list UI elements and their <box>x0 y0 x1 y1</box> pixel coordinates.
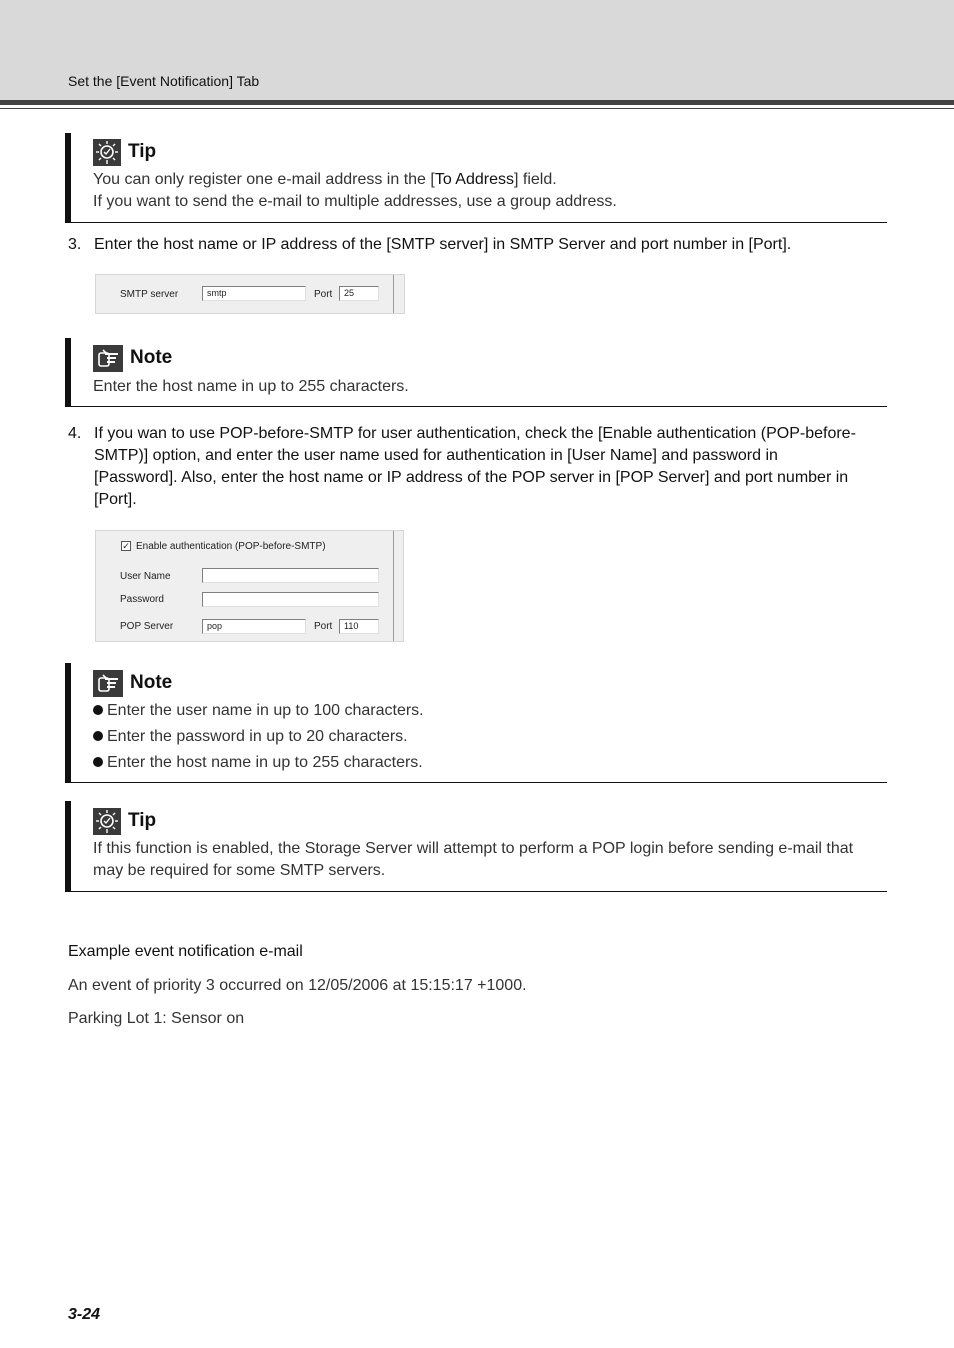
example-line-1: An event of priority 3 occurred on 12/05/2006 at 15:15:17 +1000. <box>68 977 527 994</box>
smtp-server-input[interactable]: smtp <box>202 286 306 301</box>
note-list-item: Enter the host name in up to 255 characters. <box>93 750 887 776</box>
pop-server-input[interactable]: pop <box>202 619 306 634</box>
password-label: Password <box>120 594 164 605</box>
smtp-port-input[interactable]: 25 <box>339 286 379 301</box>
step-number: 3. <box>68 236 82 253</box>
tip-lightbulb-icon <box>93 139 121 166</box>
tip-lightbulb-icon <box>93 808 121 835</box>
tip-text-line1: If this function is enabled, the Storage Server will attempt to perform a POP login before sending e-mail that <box>93 840 854 857</box>
step-3 <box>68 234 886 256</box>
note-heading <box>93 343 887 373</box>
tip-label: Tip <box>128 141 157 162</box>
step-4 <box>68 423 886 511</box>
panel-divider <box>393 531 394 641</box>
pop-port-label: Port <box>314 621 333 632</box>
tip-callout-2 <box>65 801 887 892</box>
tip-heading <box>93 806 887 836</box>
note-pointing-hand-icon <box>93 345 123 372</box>
panel-divider <box>393 275 394 313</box>
tip-text-line1: You can only register one e-mail address in the [To Address] field. <box>93 171 557 188</box>
header-rule <box>0 100 954 105</box>
example-line-2: Parking Lot 1: Sensor on <box>68 1010 245 1027</box>
tip-heading <box>93 137 887 167</box>
password-input[interactable] <box>202 592 379 607</box>
page-number: 3-24 <box>68 1306 101 1323</box>
tip-text-line2: If you want to send the e-mail to multiple addresses, use a group address. <box>93 193 617 210</box>
note-pointing-hand-icon <box>93 670 123 697</box>
note-list-item: Enter the user name in up to 100 characters. <box>93 698 887 724</box>
header-rule-thin <box>0 108 954 109</box>
pop-port-input[interactable]: 110 <box>339 619 379 634</box>
enable-auth-checkbox[interactable]: ✓ <box>122 541 130 551</box>
tip-text-line2: may be required for some SMTP servers. <box>93 862 386 879</box>
tip-label: Tip <box>128 810 157 831</box>
bullet-icon <box>93 705 103 715</box>
bullet-icon <box>93 757 103 767</box>
note-list-item: Enter the password in up to 20 characters. <box>93 724 887 750</box>
step-text: If you wan to use POP-before-SMTP for user authentication, check the [Enable authentication (POP-before- SMTP)] option, and enter the user name used for authentication in [User Name] and password in [Password]. Also, enter the host name or IP address of the POP server in [POP Server] and port number in [Port]. <box>94 425 856 508</box>
note-label: Note <box>130 347 173 368</box>
step-text: Enter the host name or IP address of the [SMTP server] in SMTP Server and port number in [Port]. <box>94 236 792 253</box>
note-label: Note <box>130 672 173 693</box>
header-title: Set the [Event Notification] Tab <box>68 73 260 89</box>
smtp-settings-panel <box>95 274 405 314</box>
enable-auth-label: Enable authentication (POP-before-SMTP) <box>136 541 326 552</box>
user-name-input[interactable] <box>202 568 379 583</box>
note-callout-1 <box>65 338 887 407</box>
note-callout-2 <box>65 663 887 783</box>
bullet-icon <box>93 731 103 741</box>
example-heading: Example event notification e-mail <box>68 943 303 960</box>
note-text: Enter the host name in up to 255 characters. <box>93 378 409 395</box>
tip-callout-1 <box>65 133 887 223</box>
smtp-server-label: SMTP server <box>120 289 179 300</box>
pop-server-label: POP Server <box>120 621 174 632</box>
smtp-port-label: Port <box>314 289 333 300</box>
step-number: 4. <box>68 425 82 442</box>
note-heading <box>93 668 887 698</box>
pop-auth-panel <box>95 530 404 642</box>
user-name-label: User Name <box>120 571 171 582</box>
